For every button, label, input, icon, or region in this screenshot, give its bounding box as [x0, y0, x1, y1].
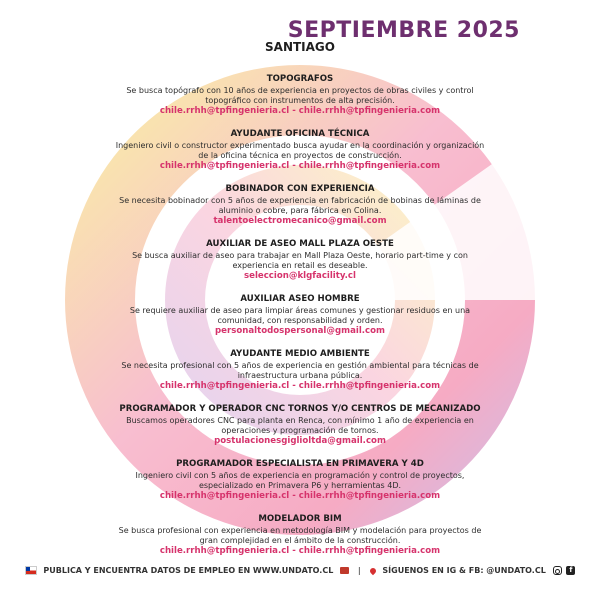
job-item: [110, 184, 490, 227]
job-list-content: [110, 40, 490, 569]
job-title: AUXILIAR DE ASEO MALL PLAZA OESTE: [206, 239, 394, 249]
job-description: Se requiere auxiliar de aseo para limpiar áreas comunes y gestionar residuos en una comunidad, con responsabilidad y orden.: [129, 306, 471, 325]
job-contact[interactable]: chile.rrhh@tpfingenieria.cl - chile.rrhh@tpfingenieria.com: [159, 106, 441, 116]
location-pin-icon: [368, 566, 376, 574]
job-item: [110, 129, 490, 172]
job-contact[interactable]: chile.rrhh@tpfingenieria.cl - chile.rrhh@tpfingenieria.com: [159, 546, 441, 556]
job-title: PROGRAMADOR ESPECIALISTA EN PRIMAVERA Y 4D: [176, 459, 424, 469]
job-title: AUXILIAR ASEO HOMBRE: [240, 294, 360, 304]
job-contact[interactable]: seleccion@klgfacility.cl: [244, 271, 356, 281]
city-heading: SANTIAGO: [265, 40, 335, 54]
job-description: Se necesita bobinador con 5 años de experiencia en fabricación de bobinas de láminas de aluminio o cobre, para fábrica en Colina.: [119, 196, 481, 215]
job-contact[interactable]: talentoelectromecanico@gmail.com: [213, 216, 387, 226]
job-title: TOPOGRAFOS: [266, 74, 334, 84]
job-description: Se busca topógrafo con 10 años de experiencia en proyectos de obras civiles y control topográfico con instrumentos de alta precisión.: [126, 86, 474, 105]
facebook-icon[interactable]: f: [566, 566, 575, 575]
footer-bar: [0, 566, 600, 575]
job-title: AYUDANTE OFICINA TÉCNICA: [230, 129, 370, 139]
job-item: [110, 239, 490, 282]
instagram-icon[interactable]: [553, 566, 562, 575]
job-contact[interactable]: personaltodospersonal@gmail.com: [215, 326, 385, 336]
job-item: [110, 514, 490, 557]
month-title: SEPTIEMBRE 2025: [287, 18, 520, 43]
job-title: AYUDANTE MEDIO AMBIENTE: [230, 349, 370, 359]
chile-flag-icon: [25, 566, 37, 575]
footer-publish-text[interactable]: PUBLICA Y ENCUENTRA DATOS DE EMPLEO EN WWW.UNDATO.CL: [43, 566, 334, 575]
job-title: BOBINADOR CON EXPERIENCIA: [225, 184, 375, 194]
job-description: Ingeniero civil o constructor experimentado busca ayudar en la coordinación y organización de la oficina técnica en proyectos de construcción.: [115, 141, 485, 160]
job-description: Buscamos operadores CNC para planta en Renca, con mínimo 1 año de experiencia en operaciones y programación de tornos.: [126, 416, 474, 435]
job-description: Ingeniero civil con 5 años de experiencia en programación y control de proyectos, especializado en Primavera P6 y herramientas 4D.: [135, 471, 465, 490]
footer-social-text[interactable]: SÍGUENOS EN IG & FB: @UNDATO.CL: [382, 566, 546, 575]
job-description: Se necesita profesional con 5 años de experiencia en gestión ambiental para técnicas de infraestructura urbana pública.: [121, 361, 479, 380]
job-title: PROGRAMADOR Y OPERADOR CNC TORNOS Y/O CENTROS DE MECANIZADO: [119, 404, 481, 414]
job-contact[interactable]: postulacionesgiglioltda@gmail.com: [214, 436, 386, 446]
job-title: MODELADOR BIM: [258, 514, 342, 524]
job-contact[interactable]: chile.rrhh@tpfingenieria.cl - chile.rrhh@tpfingenieria.com: [159, 491, 441, 501]
job-item: [110, 349, 490, 392]
footer-separator: |: [357, 566, 361, 575]
job-item: [110, 74, 490, 117]
job-item: [110, 294, 490, 337]
briefcase-icon: [340, 567, 349, 574]
job-contact[interactable]: chile.rrhh@tpfingenieria.cl - chile.rrhh@tpfingenieria.com: [159, 381, 441, 391]
job-description: Se busca auxiliar de aseo para trabajar en Mall Plaza Oeste, horario part-time y con experiencia en retail es deseable.: [132, 251, 468, 270]
job-item: [110, 404, 490, 447]
job-description: Se busca profesional con experiencia en metodología BIM y modelación para proyectos de gran complejidad en el ámbito de la construcción.: [118, 526, 482, 545]
job-item: [110, 459, 490, 502]
job-contact[interactable]: chile.rrhh@tpfingenieria.cl - chile.rrhh@tpfingenieria.com: [159, 161, 441, 171]
